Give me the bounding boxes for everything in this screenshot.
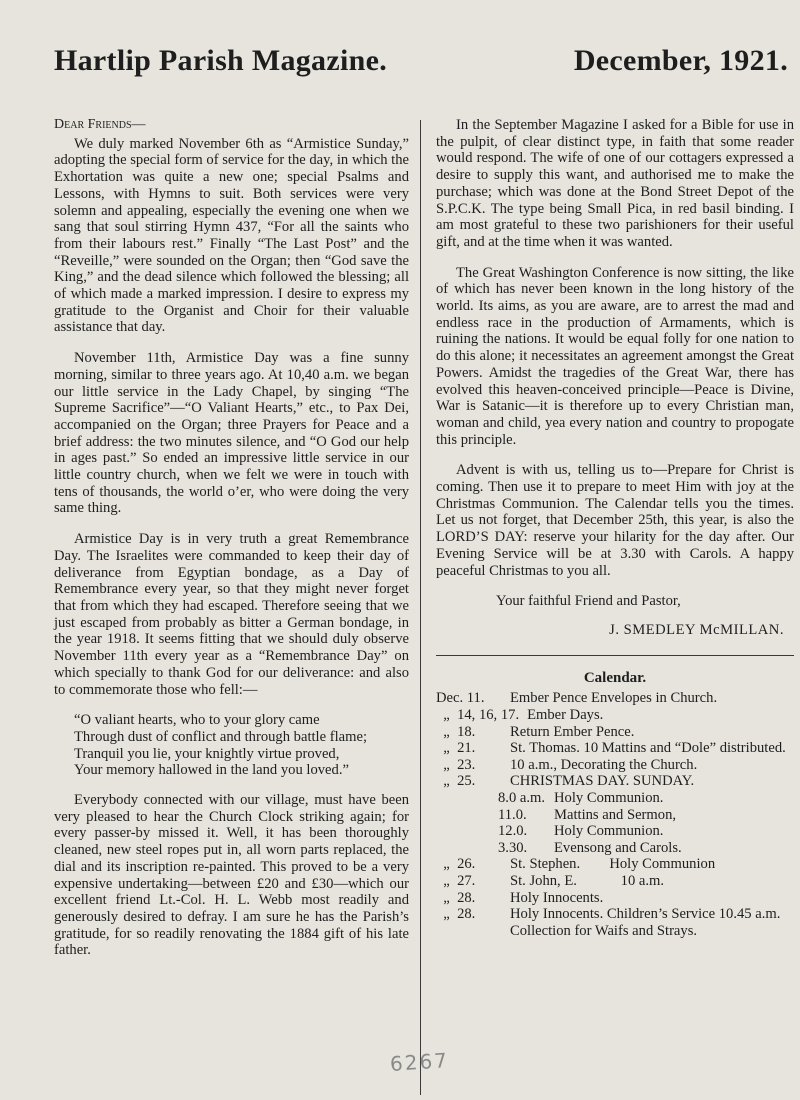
christmas-service — [436, 840, 794, 857]
christmas-service — [436, 790, 794, 807]
signature: J. SMEDLEY McMILLAN. — [609, 621, 784, 638]
calendar-text: Ember Days. — [527, 706, 604, 723]
calendar-entry — [436, 707, 794, 724]
paragraph-washington-conference: The Great Washington Conference is now sitting, the like of which has never been known in the long history of the world. Its aims, as you are aware, are to arrest the mad and endless race in the production of Armaments, which is ruining the nations. It would be equal folly for one nation to do this alone; it necessitates an agreement amongst the Great Powers. Amidst the tragedies of the Great War, there has evolved this heaven-conceived principle—Peace is Divine, War is Satanic—it is therefore up to every Christian man, woman and child, yea every nation and country to propogate this principle. — [436, 264, 794, 448]
right-column — [436, 117, 794, 939]
hymn-verse — [74, 712, 409, 779]
left-column — [54, 117, 409, 973]
verse-line: “O valiant hearts, who to your glory came — [74, 712, 320, 729]
calendar-entry — [436, 757, 794, 774]
column-divider — [420, 120, 421, 1095]
christmas-service — [436, 807, 794, 824]
calendar-date: „ 21. — [436, 740, 476, 757]
verse-line: Through dust of conflict and through battle flame; — [74, 728, 368, 745]
calendar-entry — [436, 773, 794, 790]
service-name: Evensong and Carols. — [554, 839, 682, 856]
calendar-text: Holy Innocents. — [510, 889, 604, 906]
verse-line: Tranquil you lie, your knightly virtue proved, — [74, 745, 340, 762]
calendar-date: Dec. 11. — [436, 690, 485, 707]
calendar-date: „ 28. — [436, 889, 476, 906]
service-time: 3.30. — [498, 839, 528, 856]
paragraph-pulpit-bible: In the September Magazine I asked for a Bible for use in the pulpit, of clear distinct type, in faith that some reader would respond. The wife of one of our cottagers expressed a desire to supply this want, and authorised me to make the purchase; which was done at the Bond Street Depot of the S.P.C.K. The type being Small Pica, in red basil binding. I am most grateful to these two parishioners for their useful gift, and at the time when it was wanted. — [436, 117, 794, 250]
signoff: Your faithful Friend and Pastor, — [496, 593, 681, 610]
calendar-entry — [436, 890, 794, 907]
service-time: 8.0 a.m. — [498, 789, 546, 806]
calendar-divider — [436, 655, 794, 656]
calendar-text: Holy Innocents. Children’s Service 10.45 a.m. Collection for Waifs and Strays. — [510, 906, 781, 939]
calendar-entry — [436, 906, 794, 939]
calendar-entry — [436, 740, 794, 757]
calendar-text: 10 a.m., Decorating the Church. — [510, 756, 698, 773]
salutation: Dear Friends— — [54, 117, 146, 132]
calendar-date: „ 23. — [436, 756, 476, 773]
calendar-text: St. John, E. 10 a.m. — [510, 872, 665, 889]
paragraph-church-clock: Everybody connected with our village, must have been very pleased to hear the Church Clock striking again; for every passer-by missed it. Well, it has been thoroughly cleaned, new steel ropes put in, all worn parts replaced, the dial and its inscription re-painted. This proved to be a very expensive undertaking—between £20 and £30—which our excellent friend Lt.-Col. H. L. Webb most readily and generously desired to defray. I am sure he has the Parish’s gratitude, for so readily renovating the 1884 gift of his late father. — [54, 792, 409, 959]
verse-line: Your memory hallowed in the land you loved.” — [74, 762, 349, 779]
service-name: Mattins and Sermon, — [554, 806, 677, 823]
calendar-text: Return Ember Pence. — [510, 723, 635, 740]
calendar-entry — [436, 724, 794, 741]
masthead — [54, 44, 794, 84]
paragraph-armistice-day: November 11th, Armistice Day was a fine sunny morning, similar to three years ago. At 10,40 a.m. we began our little service in the Lady Chapel, by singing “The Supreme Sacrifice”—“O Valiant Hearts,” etc., to Pax Dei, accompanied on the Organ; three Prayers for Peace and a brief address: the two minutes silence, and “O God our help in ages past.” So ended an impressive little service in our little country church, when we felt we were in touch with tens of thousands, the world o’er, who were doing the very same thing. — [54, 350, 409, 517]
calendar-text: St. Thomas. 10 Mattins and “Dole” distributed. — [510, 740, 786, 757]
calendar — [436, 670, 794, 940]
calendar-heading: Calendar. — [583, 669, 647, 686]
paragraph-remembrance-day: Armistice Day is in very truth a great Remembrance Day. The Israelites were commanded to keep their day of deliverance from Egyptian bondage, as a Day of Remembrance every year, so that they might never forget that from which they had escaped. Therefore seeing that we just escaped from probably as bitter a German bondage, in the year 1918. It seems fitting that we should duly observe November 11th every year as a “Remembrance Day” on which specially to thank God for our deliverance: and also to commemorate those who fell:— — [54, 531, 409, 698]
christmas-service — [436, 823, 794, 840]
calendar-text: Ember Pence Envelopes in Church. — [510, 690, 718, 707]
service-time: 11.0. — [498, 806, 527, 823]
paragraph-armistice-sunday: We duly marked November 6th as “Armistice Sunday,” adopting the special form of service for the day, in which the Exhortation was quite a new one; special Psalms and Lessons, with Hymns to suit. Both services were very solemn and appealing, especially the evening one when we sang that soul stirring Hymn 437, “For all the saints who from their labours rest.” Finally “The Last Post” and the “Reveille,” were sounded on the Organ; then “God save the King,” and the dead silence which followed the blessing; all of which made a marked impression. I desire to express my gratitude to the Organist and Choir for their valuable assistance that day. — [54, 135, 409, 336]
paragraph-advent: Advent is with us, telling us to—Prepare for Christ is coming. Then use it to prepare to meet Him with joy at the Christmas Communion. The Calendar tells you the times. Let us not forget, that December 25th, this year, is also the LORD’S DAY: reserve your hilarity for the day after. Our Evening Service will be at 3.30 with Carols. A happy peaceful Christmas to you all. — [436, 462, 794, 579]
calendar-date: „ 14, 16, 17. — [436, 706, 520, 723]
calendar-text: CHRISTMAS DAY. SUNDAY. — [510, 773, 695, 790]
magazine-title: Hartlip Parish Magazine. — [54, 44, 387, 77]
issue-date: December, 1921. — [573, 44, 788, 77]
calendar-entry — [436, 856, 794, 873]
calendar-date: „ 25. — [436, 773, 476, 790]
calendar-date: „ 26. — [436, 856, 476, 873]
calendar-text: St. Stephen. Holy Communion — [510, 856, 716, 873]
service-name: Holy Communion. — [554, 823, 664, 840]
calendar-date: „ 28. — [436, 906, 476, 923]
calendar-entry — [436, 873, 794, 890]
calendar-date: „ 18. — [436, 723, 476, 740]
service-name: Holy Communion. — [554, 789, 664, 806]
service-time: 12.0. — [498, 823, 528, 840]
handwritten-margin-note: 6267 — [389, 1047, 450, 1077]
calendar-entry — [436, 690, 794, 707]
calendar-date: „ 27. — [436, 872, 476, 889]
